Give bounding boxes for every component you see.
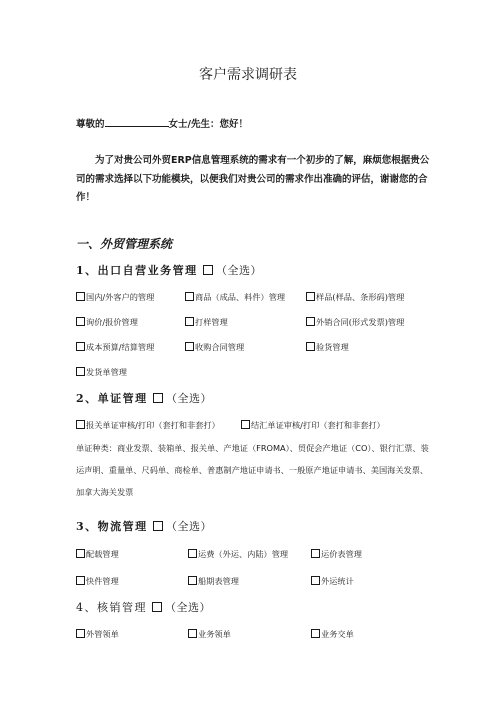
checkbox[interactable] — [76, 420, 85, 429]
checkbox[interactable] — [311, 549, 320, 558]
option-item[interactable]: 结汇单证审核/打印（套打和非套打） — [241, 420, 385, 431]
option-item[interactable]: 国内/外客户的管理 — [76, 292, 154, 303]
checkbox[interactable] — [241, 420, 250, 429]
sub-heading-export: 1、出口自营业务管理 （全选） — [76, 264, 262, 277]
option-item[interactable]: 收购合同管理 — [185, 342, 244, 353]
option-item[interactable]: 快件管理 — [76, 576, 119, 587]
checkbox[interactable] — [185, 292, 194, 301]
checkbox[interactable] — [76, 317, 85, 326]
option-item[interactable]: 外管领单 — [76, 629, 119, 640]
checkbox[interactable] — [76, 576, 85, 585]
checkbox[interactable] — [306, 292, 315, 301]
name-blank[interactable] — [105, 117, 169, 127]
option-item[interactable]: 商品（成品、料件）管理 — [185, 292, 285, 303]
greeting-prefix: 尊敬的 — [76, 119, 105, 130]
option-item[interactable]: 发货单管理 — [76, 367, 127, 378]
checkbox[interactable] — [311, 629, 320, 638]
section-heading: 一、外贸管理系统 — [76, 237, 173, 251]
sub-heading-logistics: 3、物流管理 （全选） — [76, 520, 212, 533]
option-item[interactable]: 验货管理 — [306, 342, 349, 353]
greeting-line — [76, 116, 248, 130]
checkbox[interactable] — [76, 342, 85, 351]
greeting-suffix: 女士/先生：您好！ — [168, 119, 248, 130]
select-all-checkbox[interactable] — [203, 265, 213, 275]
checkbox[interactable] — [188, 549, 197, 558]
option-item[interactable]: 外销合同(形式发票)管理 — [306, 317, 404, 328]
document-kinds: 单证种类：商业发票、装箱单、报关单、产地证（FROMA）、贸促会产地证（CO）、银行汇票、装运声明、重量单、尺码单、商检单、普惠制产地证申请书、一般原产地证申请书、美国海关发票、加拿大海关发票 — [76, 443, 429, 497]
option-item[interactable]: 运价表管理 — [311, 549, 362, 560]
option-item[interactable]: 船期表管理 — [188, 576, 239, 587]
option-item[interactable]: 业务领单 — [188, 629, 231, 640]
select-all-checkbox[interactable] — [153, 521, 163, 531]
select-all-checkbox[interactable] — [152, 602, 162, 612]
select-all-checkbox[interactable] — [153, 393, 163, 403]
checkbox[interactable] — [76, 629, 85, 638]
checkbox[interactable] — [76, 292, 85, 301]
checkbox[interactable] — [188, 576, 197, 585]
option-item[interactable]: 样品(样品、条形码)管理 — [306, 292, 404, 303]
option-item[interactable]: 询价/报价管理 — [76, 317, 138, 328]
option-item[interactable]: 成本预算/结算管理 — [76, 342, 154, 353]
page-title: 客户需求调研表 — [199, 67, 297, 83]
checkbox[interactable] — [306, 317, 315, 326]
option-item[interactable]: 打样管理 — [185, 317, 228, 328]
sub-heading-documents: 2、单证管理 （全选） — [76, 392, 212, 405]
checkbox[interactable] — [76, 549, 85, 558]
sub-heading-verification: 4、核销管理 （全选） — [76, 601, 211, 614]
option-item[interactable]: 外运统计 — [311, 576, 354, 587]
checkbox[interactable] — [185, 342, 194, 351]
option-item[interactable]: 运费（外运、内陆）管理 — [188, 549, 288, 560]
option-item[interactable]: 报关单证审核/打印（套打和非套打） — [76, 420, 220, 431]
option-item[interactable]: 业务交单 — [311, 629, 354, 640]
checkbox[interactable] — [311, 576, 320, 585]
checkbox[interactable] — [306, 342, 315, 351]
option-item[interactable]: 配载管理 — [76, 549, 119, 560]
checkbox[interactable] — [185, 317, 194, 326]
intro-paragraph: 为了对贵公司外贸ERP信息管理系统的需求有一个初步的了解，麻烦您根据贵公司的需求选择以下功能模块，以便我们对贵公司的需求作出准确的评估，谢谢您的合作！ — [76, 155, 430, 203]
checkbox[interactable] — [76, 367, 85, 376]
checkbox[interactable] — [188, 629, 197, 638]
